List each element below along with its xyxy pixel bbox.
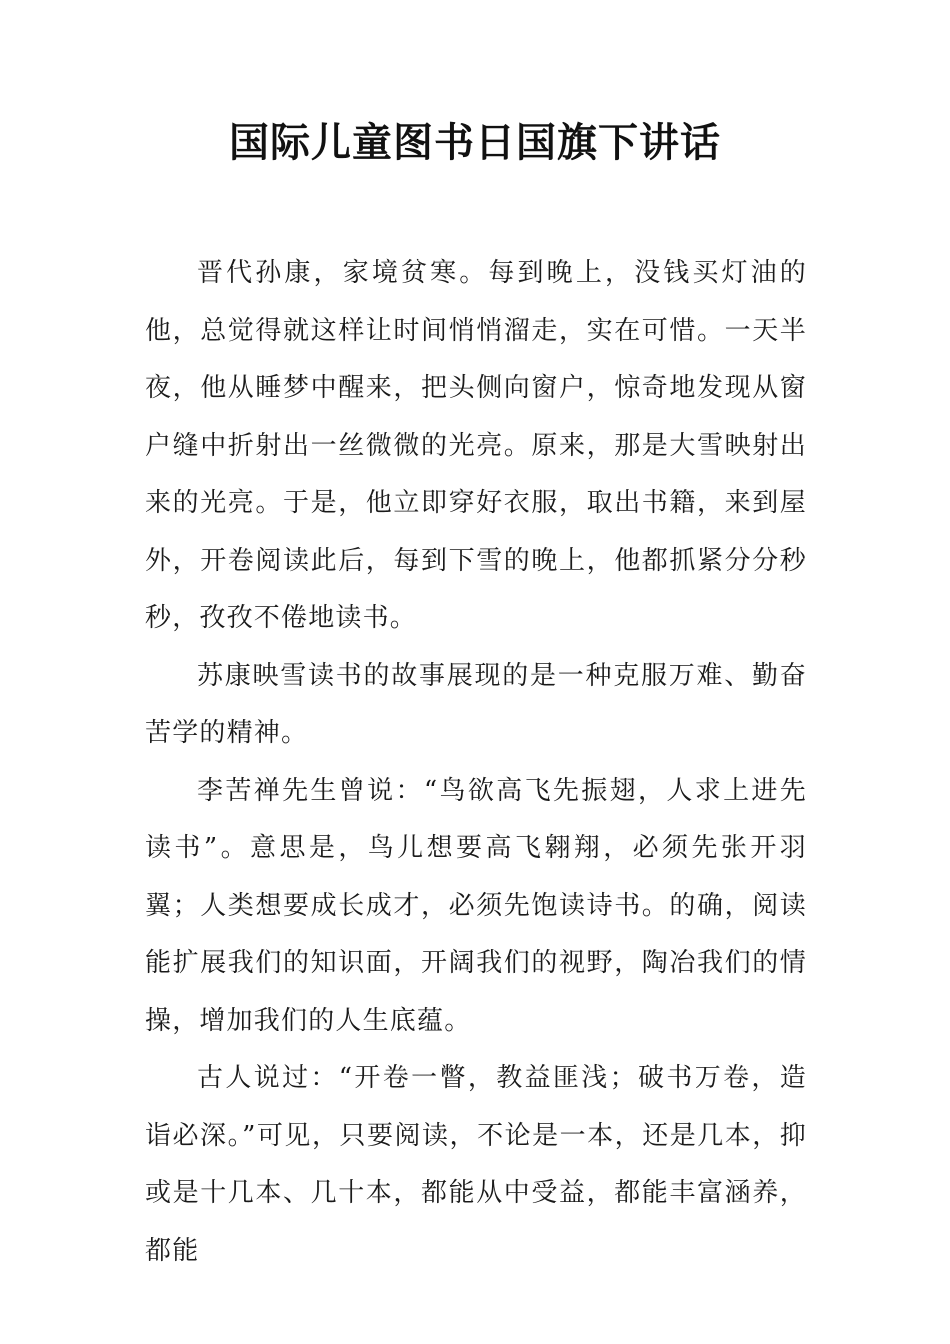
paragraph-sun-kang-story: 晋代孙康，家境贫寒。每到晚上，没钱买灯油的他，总觉得就这样让时间悄悄溜走，实在可惜。一天半夜，他从睡梦中醒来，把头侧向窗户，惊奇地发现从窗户缝中折射出一丝微微的光亮。原来，那是大雪映射出来的光亮。于是，他立即穿好衣服，取出书籍，来到屋外，开卷阅读此后，每到下雪的晚上，他都抓紧分分秒秒，孜孜不倦地读书。	[145, 258, 807, 633]
paragraph-li-kuchan-quote: 李苦禅先生曾说：“鸟欲高飞先振翅，人求上进先读书”。意思是，鸟儿想要高飞翱翔，必须先张开羽翼；人类想要成长成才，必须先饱读诗书。的确，阅读能扩展我们的知识面，开阔我们的视野，陶冶我们的情操，增加我们的人生底蕴。	[145, 775, 807, 1036]
document-body	[145, 245, 807, 1280]
paragraph-spirit: 苏康映雪读书的故事展现的是一种克服万难、勤奋苦学的精神。	[145, 660, 807, 748]
paragraph-ancient-saying: 古人说过：“开卷一瞥，教益匪浅；破书万卷，造诣必深。”可见，只要阅读，不论是一本，还是几本，抑或是十几本、几十本，都能从中受益，都能丰富涵养，都能	[145, 1063, 807, 1266]
document-title: 国际儿童图书日国旗下讲话	[229, 120, 721, 166]
